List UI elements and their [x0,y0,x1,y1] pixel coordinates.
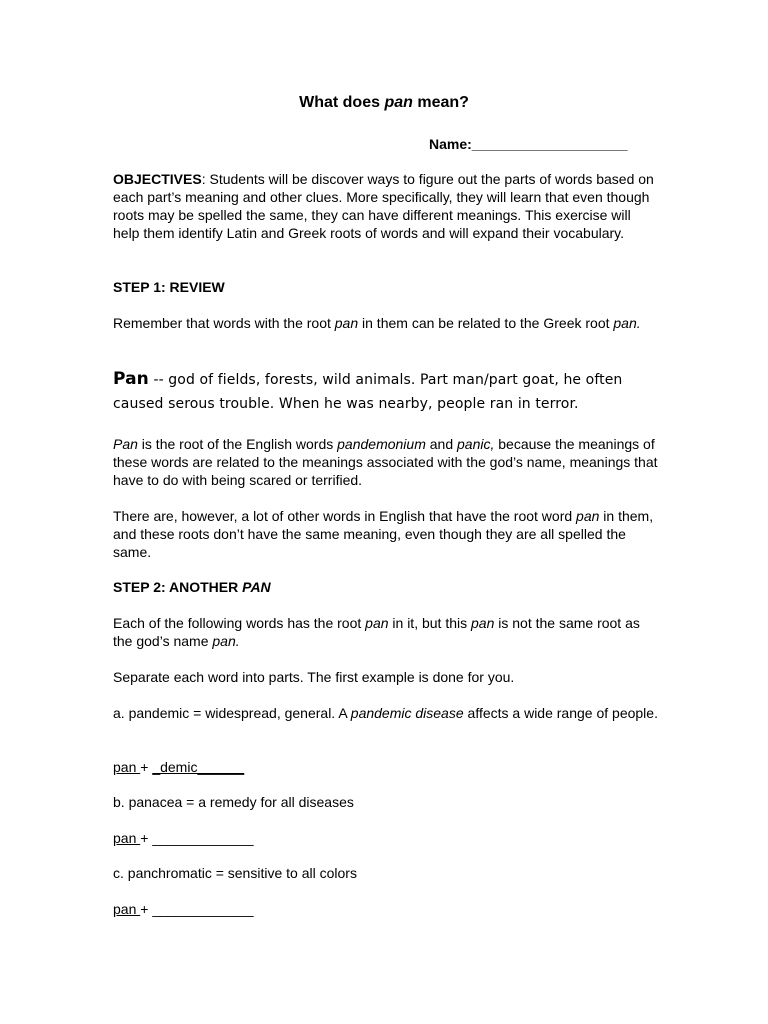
step2-instructions: Separate each word into parts. The first example is done for you. [113,669,515,685]
answer-a: pan + _demic______ [113,759,245,775]
item-a: a. pandemic = widespread, general. A pandemic disease affects a wide range of people. [113,705,658,721]
pan-definition-word: Pan [113,369,149,389]
step2-paragraph-1: Each of the following words has the root pan in it, but this pan is not the same root as the god’s name pan. [113,615,640,649]
name-field-label: Name:____________________ [429,136,628,152]
answer-a-blank: _demic______ [152,759,245,775]
answer-c-blank: _____________ [152,901,254,917]
step1-paragraph-3: There are, however, a lot of other words in English that have the root word pan in them, and these roots don’t have the same meaning, even though they are all spelled the same. [113,508,654,560]
objectives-paragraph: OBJECTIVES: Students will be discover ways to figure out the parts of words based on each part’s meaning and other clues. More specifically, they will learn that even though roots may be spelled the same, they can have different meanings. This exercise will help them identify Latin and Greek roots of words and will expand their vocabulary. [113,171,654,241]
answer-b-blank: _____________ [152,830,254,846]
page-title: What does pan mean? [299,94,469,111]
step1-heading: STEP 1: REVIEW [113,279,225,295]
step2-heading: STEP 2: ANOTHER PAN [113,579,271,595]
item-c: c. panchromatic = sensitive to all colors [113,865,357,881]
answer-c: pan + _____________ [113,901,254,917]
objectives-label: OBJECTIVES [113,171,202,187]
step1-paragraph-2: Pan is the root of the English words pandemonium and panic, because the meanings of these words are related to the meanings associated with the god’s name, meanings that have to do with being scared or terrified. [113,436,658,488]
answer-b: pan + _____________ [113,830,254,846]
item-b: b. panacea = a remedy for all diseases [113,794,354,810]
title-word: pan [384,94,413,111]
pan-definition: Pan -- god of fields, forests, wild animals. Part man/part goat, he often caused serous trouble. When he was nearby, people ran in terror. [113,369,623,412]
step1-paragraph-1: Remember that words with the root pan in them can be related to the Greek root pan. [113,315,641,331]
